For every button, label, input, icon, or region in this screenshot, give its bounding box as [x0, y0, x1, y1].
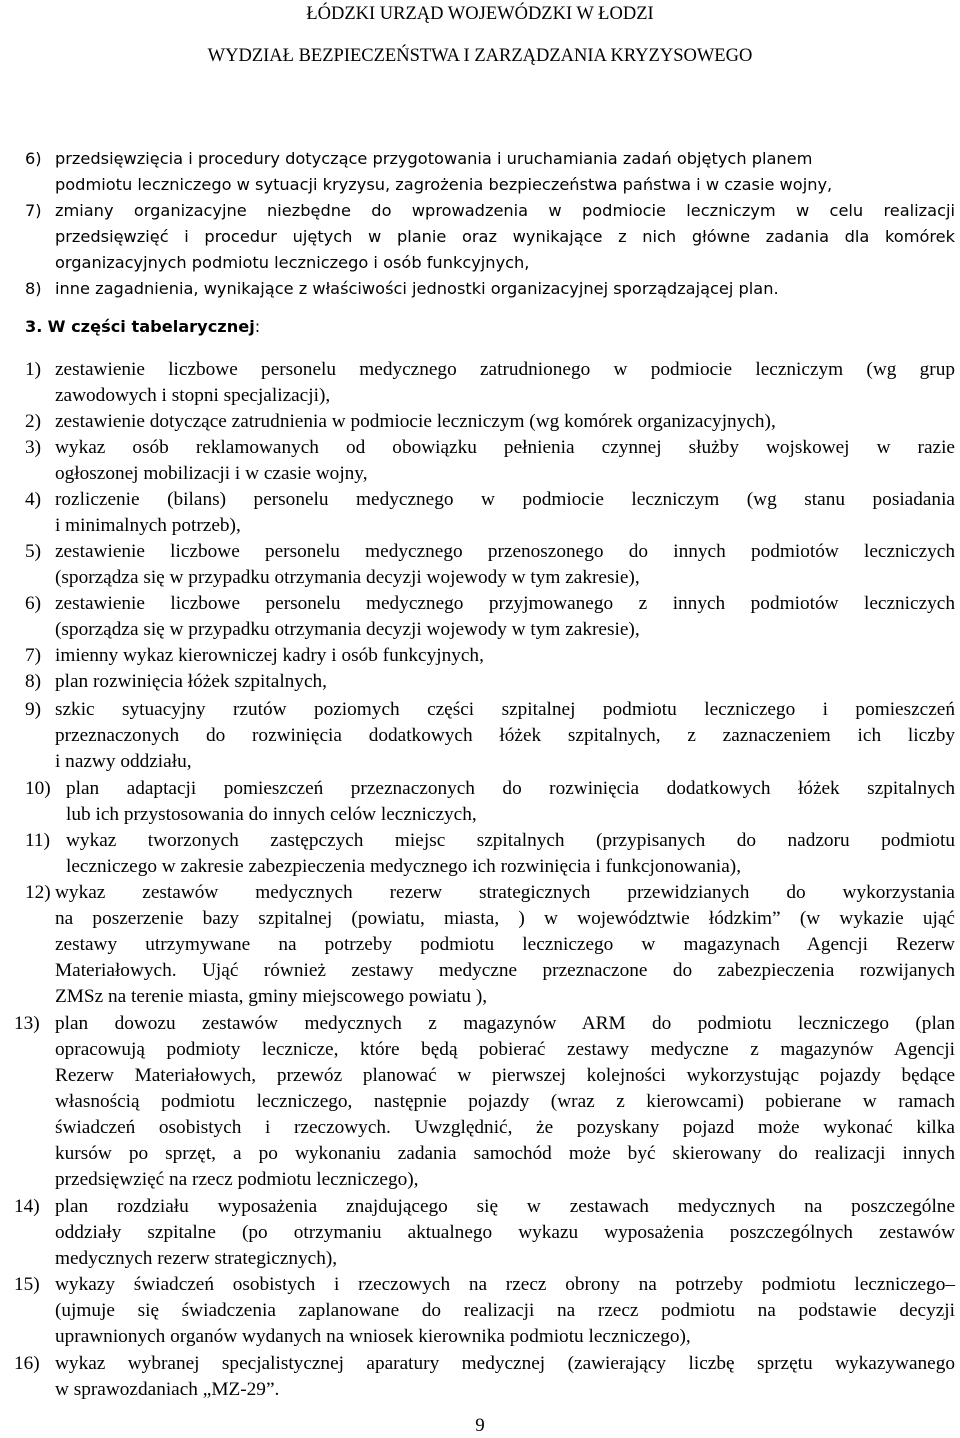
page-number: 9	[475, 1415, 485, 1436]
item-number: 1)	[25, 359, 42, 380]
item-line: świadczeń osobistych i rzeczowych. Uwzględnić, że pozyskany pojazd może wykonać kilka	[55, 1117, 955, 1138]
item-line: zestawienie liczbowe personelu medycznego przenoszonego do innych podmiotów leczniczych	[55, 541, 955, 562]
item-number: 9)	[25, 699, 42, 720]
item-number: 15)	[14, 1274, 40, 1295]
item-line: i minimalnych potrzeb),	[55, 515, 241, 536]
item-line: medycznych rezerw strategicznych),	[55, 1248, 338, 1269]
item-line: plan rozdziału wyposażenia znajdującego się w zestawach medycznych na poszczególne	[55, 1196, 955, 1217]
item-line: zestawienie liczbowe personelu medycznego zatrudnionego w podmiocie leczniczym (wg grup	[55, 359, 955, 380]
item-line: szkic sytuacyjny rzutów poziomych części szpitalnej podmiotu leczniczego i pomieszczeń	[55, 699, 955, 720]
item-number: 7)	[25, 201, 42, 220]
item-line: przedsięwzięć na rzecz podmiotu leczniczego),	[55, 1169, 419, 1190]
item-line: podmiotu leczniczego w sytuacji kryzysu, zagrożenia bezpieczeństwa państwa i w czasie wojny,	[55, 175, 833, 194]
item-number: 11)	[25, 830, 50, 851]
item-line: ogłoszonej mobilizacji i w czasie wojny,	[55, 463, 368, 484]
item-number: 6)	[25, 593, 42, 614]
section-3-number: 3.	[25, 317, 43, 336]
item-line: własnością podmiotu leczniczego, następnie pojazdy (wraz z kierowcami) pobierane w ramach	[55, 1091, 955, 1112]
item-line: na poszerzenie bazy szpitalnej (powiatu, miasta, ) w województwie łódzkim” (w wykazie ująć	[55, 908, 955, 929]
item-line: i nazwy oddziału,	[55, 751, 192, 772]
item-line: przedsięwzięcia i procedury dotyczące przygotowania i uruchamiania zadań objętych planem	[55, 149, 813, 168]
section-3-title: W części tabelarycznej	[47, 317, 255, 336]
item-number: 12)	[25, 882, 51, 903]
section-3-heading	[25, 314, 260, 340]
item-number: 7)	[25, 645, 42, 666]
item-number: 8)	[25, 279, 42, 298]
item-line: zawodowych i stopni specjalizacji),	[55, 385, 331, 406]
item-line: Rezerw Materiałowych, przewóz planować w pierwszej kolejności wykorzystując pojazdy będące	[55, 1065, 955, 1086]
item-line: w sprawozdaniach „MZ-29”.	[55, 1379, 280, 1400]
item-line: (sporządza się w przypadku otrzymania decyzji wojewody w tym zakresie),	[55, 567, 640, 588]
item-line: wykaz wybranej specjalistycznej aparatury medycznej (zawierający liczbę sprzętu wykazywanego	[55, 1353, 955, 1374]
item-line: lub ich przystosowania do innych celów leczniczych,	[66, 804, 477, 825]
item-line: wykaz zestawów medycznych rezerw strategicznych przewidzianych do wykorzystania	[55, 882, 955, 903]
item-number: 3)	[25, 437, 42, 458]
item-number: 10)	[25, 778, 51, 799]
item-line: ZMSz na terenie miasta, gminy miejscowego powiatu ),	[55, 986, 488, 1007]
header-office-name: ŁÓDZKI URZĄD WOJEWÓDZKI W ŁODZI	[306, 4, 654, 24]
item-line: przeznaczonych do rozwinięcia dodatkowych łóżek szpitalnych, z zaznaczeniem ich liczby	[55, 725, 955, 746]
item-line: zmiany organizacyjne niezbędne do wprowadzenia w podmiocie leczniczym w celu realizacji	[55, 201, 955, 220]
item-line: wykaz osób reklamowanych od obowiązku pełnienia czynnej służby wojskowej w razie	[55, 437, 955, 458]
item-line: Materiałowych. Ująć również zestawy medyczne przeznaczone do zabezpieczenia rozwijanych	[55, 960, 955, 981]
item-number: 4)	[25, 489, 42, 510]
item-line: plan dowozu zestawów medycznych z magazynów ARM do podmiotu leczniczego (plan	[55, 1013, 955, 1034]
item-line: zestawienie dotyczące zatrudnienia w podmiocie leczniczym (wg komórek organizacyjnych),	[55, 411, 776, 432]
item-line: (ujmuje się świadczenia zaplanowane do realizacji na rzecz podmiotu na podstawie decyzji	[55, 1300, 955, 1321]
item-line: przedsięwzięć i procedur ujętych w planie oraz wynikające z nich główne zadania dla komórek	[55, 227, 955, 246]
item-line: opracowują podmioty lecznicze, które będą pobierać zestawy medyczne z magazynów Agencji	[55, 1039, 955, 1060]
item-line: plan adaptacji pomieszczeń przeznaczonych do rozwinięcia dodatkowych łóżek szpitalnych	[66, 778, 955, 799]
item-line: wykaz tworzonych zastępczych miejsc szpitalnych (przypisanych do nadzoru podmiotu	[66, 830, 955, 851]
item-number: 6)	[25, 149, 42, 168]
item-line: inne zagadnienia, wynikające z właściwości jednostki organizacyjnej sporządzającej plan.	[55, 279, 779, 298]
item-number: 2)	[25, 411, 42, 432]
item-number: 13)	[14, 1013, 40, 1034]
item-line: rozliczenie (bilans) personelu medycznego w podmiocie leczniczym (wg stanu posiadania	[55, 489, 955, 510]
item-line: plan rozwinięcia łóżek szpitalnych,	[55, 671, 327, 692]
item-line: kursów po sprzęt, a po wykonaniu zadania samochód może być skierowany do realizacji innych	[55, 1143, 955, 1164]
item-line: zestawienie liczbowe personelu medycznego przyjmowanego z innych podmiotów leczniczych	[55, 593, 955, 614]
item-number: 5)	[25, 541, 42, 562]
item-line: imienny wykaz kierowniczej kadry i osób funkcyjnych,	[55, 645, 484, 666]
item-line: organizacyjnych podmiotu leczniczego i osób funkcyjnych,	[55, 253, 530, 272]
item-line: oddziały szpitalne (po otrzymaniu aktualnego wykazu wyposażenia poszczególnych zestawów	[55, 1222, 955, 1243]
item-line: leczniczego w zakresie zabezpieczenia medycznego ich rozwinięcia i funkcjonowania),	[66, 856, 742, 877]
item-line: wykazy świadczeń osobistych i rzeczowych na rzecz obrony na potrzeby podmiotu leczniczego–	[55, 1274, 955, 1295]
item-number: 8)	[25, 671, 42, 692]
item-line: zestawy utrzymywane na potrzeby podmiotu leczniczego w magazynach Agencji Rezerw	[55, 934, 955, 955]
header-department-name: WYDZIAŁ BEZPIECZEŃSTWA I ZARZĄDZANIA KRYZYSOWEGO	[207, 46, 753, 66]
section-3-colon: :	[254, 317, 261, 336]
item-line: (sporządza się w przypadku otrzymania decyzji wojewody w tym zakresie),	[55, 619, 640, 640]
item-number: 16)	[14, 1353, 40, 1374]
item-line: uprawnionych organów wydanych na wniosek kierownika podmiotu leczniczego),	[55, 1326, 691, 1347]
item-number: 14)	[14, 1196, 40, 1217]
